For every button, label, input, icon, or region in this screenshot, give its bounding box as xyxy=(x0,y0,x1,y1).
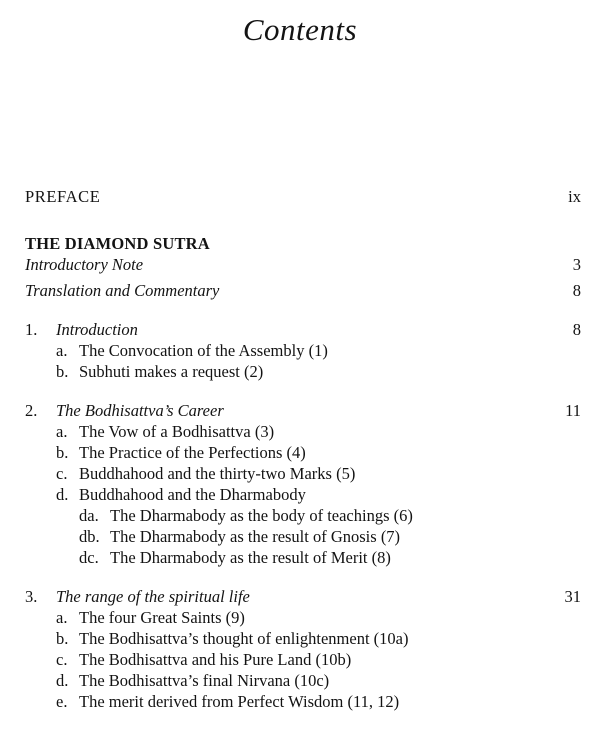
toc-subentry-label: Buddhahood and the Dharmabody xyxy=(79,485,306,504)
toc-subentry-marker: c. xyxy=(56,650,68,669)
toc-subentry-2d[interactable] xyxy=(25,484,581,505)
toc-subentry-marker: a. xyxy=(56,608,68,627)
toc-subentry-label: The Bodhisattva’s thought of enlightenment (10a) xyxy=(79,629,409,648)
toc-entry-page-number: 31 xyxy=(564,587,581,606)
toc-entry-page-number: 8 xyxy=(572,320,581,339)
toc-entry-marker: 1. xyxy=(25,320,38,339)
toc-subentry-label: Buddhahood and the thirty-two Marks (5) xyxy=(79,464,356,483)
toc-subentry-3e[interactable] xyxy=(25,691,581,712)
toc-subentry-label: The Dharmabody as the result of Merit (8) xyxy=(110,548,391,567)
toc-entry-label: PREFACE xyxy=(25,187,101,206)
toc-entry-list xyxy=(25,186,581,712)
toc-subentry-1b[interactable] xyxy=(25,361,581,382)
toc-subentry-label: Subhuti makes a request (2) xyxy=(79,362,264,381)
toc-subentry-label: The Convocation of the Assembly (1) xyxy=(79,341,328,360)
toc-entry-label: Introduction xyxy=(56,320,138,339)
toc-subentry-marker: a. xyxy=(56,341,68,360)
toc-part-heading-label: THE DIAMOND SUTRA xyxy=(25,234,210,253)
toc-entry-label: The Bodhisattva’s Career xyxy=(56,401,224,420)
toc-part-heading xyxy=(25,233,581,254)
toc-entry-translation-and-commentary[interactable] xyxy=(25,280,581,301)
toc-entry-section-2[interactable] xyxy=(25,400,581,421)
toc-subentry-label: The Bodhisattva and his Pure Land (10b) xyxy=(79,650,352,669)
toc-entry-page-number: 3 xyxy=(572,255,581,274)
toc-subentry-marker: d. xyxy=(56,485,69,504)
toc-subentry-label: The four Great Saints (9) xyxy=(79,608,245,627)
toc-subentry-3c[interactable] xyxy=(25,649,581,670)
toc-subentry-2da[interactable] xyxy=(25,505,581,526)
toc-entry-page-number: 11 xyxy=(565,401,581,420)
toc-subentry-marker: dc. xyxy=(79,548,99,567)
toc-entry-label: The range of the spiritual life xyxy=(56,587,250,606)
toc-entry-label: Introductory Note xyxy=(25,255,144,274)
toc-entry-section-3[interactable] xyxy=(25,586,581,607)
toc-subentry-2db[interactable] xyxy=(25,526,581,547)
page-title: Contents xyxy=(242,12,358,47)
toc-subentry-3b[interactable] xyxy=(25,628,581,649)
toc-subentry-marker: c. xyxy=(56,464,68,483)
toc-subentry-marker: b. xyxy=(56,443,69,462)
toc-subentry-2dc[interactable] xyxy=(25,547,581,568)
toc-subentry-label: The Dharmabody as the result of Gnosis (7) xyxy=(110,527,401,546)
toc-subentry-marker: da. xyxy=(79,506,99,525)
toc-subentry-marker: e. xyxy=(56,692,68,711)
toc-subentry-label: The Vow of a Bodhisattva (3) xyxy=(79,422,275,441)
toc-subentry-marker: b. xyxy=(56,629,69,648)
toc-subentry-label: The merit derived from Perfect Wisdom (11, 12) xyxy=(79,692,400,711)
toc-subentry-marker: d. xyxy=(56,671,69,690)
toc-subentry-2a[interactable] xyxy=(25,421,581,442)
toc-subentry-2b[interactable] xyxy=(25,442,581,463)
toc-subentry-marker: b. xyxy=(56,362,69,381)
toc-entry-page-number: ix xyxy=(568,187,581,206)
toc-subentry-label: The Dharmabody as the body of teachings (6) xyxy=(110,506,413,525)
toc-entry-marker: 2. xyxy=(25,401,38,420)
toc-subentry-label: The Practice of the Perfections (4) xyxy=(79,443,306,462)
toc-entry-introductory-note[interactable] xyxy=(25,254,581,275)
toc-entry-section-1[interactable] xyxy=(25,319,581,340)
toc-subentry-1a[interactable] xyxy=(25,340,581,361)
toc-subentry-2c[interactable] xyxy=(25,463,581,484)
toc-subentry-marker: a. xyxy=(56,422,68,441)
toc-entry-preface[interactable] xyxy=(25,186,581,207)
toc-entry-marker: 3. xyxy=(25,587,38,606)
toc-subentry-label: The Bodhisattva’s final Nirvana (10c) xyxy=(79,671,330,690)
toc-subentry-marker: db. xyxy=(79,527,100,546)
toc-entry-page-number: 8 xyxy=(572,281,581,300)
toc-subentry-3d[interactable] xyxy=(25,670,581,691)
toc-entry-label: Translation and Commentary xyxy=(25,281,220,300)
toc-subentry-3a[interactable] xyxy=(25,607,581,628)
